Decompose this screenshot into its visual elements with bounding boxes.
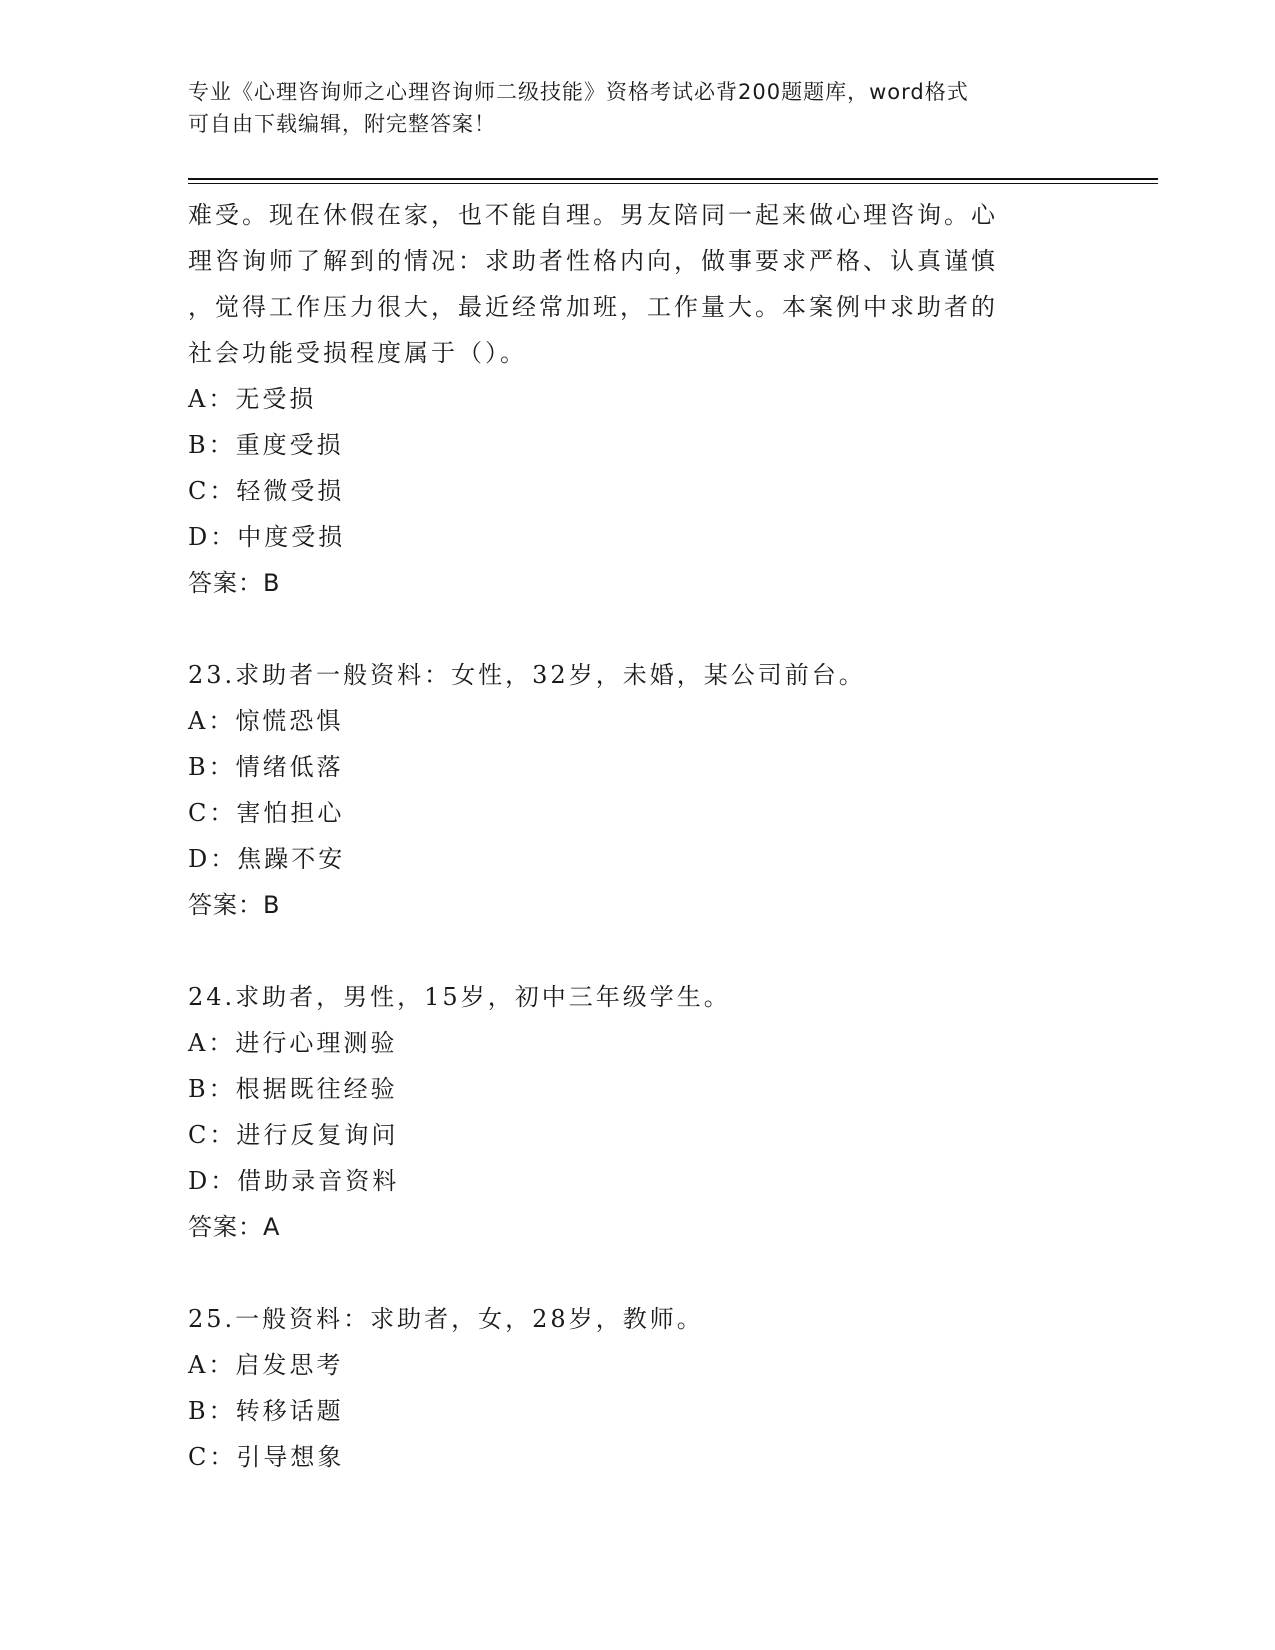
spacer (188, 606, 1068, 652)
question-22-stem-line-4: 社会功能受损程度属于（）。 (188, 339, 527, 367)
question-24 (188, 974, 1068, 1250)
header-rule-thick (188, 178, 1158, 180)
header-line-1: 专业《心理咨询师之心理咨询师二级技能》资格考试必背200题题库，word格式 (188, 80, 969, 104)
question-23 (188, 652, 1068, 928)
question-24-option-d: D：借助录音资料 (188, 1167, 400, 1195)
question-22-option-c: C：轻微受损 (188, 477, 345, 505)
spacer (188, 928, 1068, 974)
question-23-option-b: B：情绪低落 (188, 753, 344, 781)
question-22-stem-line-3: ，觉得工作压力很大，最近经常加班，工作量大。本案例中求助者的 (188, 293, 998, 321)
question-22-stem-line-2: 理咨询师了解到的情况：求助者性格内向，做事要求严格、认真谨慎 (188, 247, 998, 275)
question-25-option-b: B：转移话题 (188, 1397, 344, 1425)
question-23-option-d: D：焦躁不安 (188, 845, 346, 873)
question-24-option-b: B：根据既往经验 (188, 1075, 398, 1103)
question-22-option-d: D：中度受损 (188, 523, 346, 551)
header-line-2: 可自由下载编辑，附完整答案！ (188, 112, 496, 136)
question-22-stem-line-1: 难受。现在休假在家，也不能自理。男友陪同一起来做心理咨询。心 (188, 201, 998, 229)
header-rule-thin (188, 183, 1158, 184)
question-22 (188, 192, 1068, 606)
question-25-stem: 25.一般资料：求助者，女，28岁，教师。 (188, 1305, 704, 1333)
question-22-option-b: B：重度受损 (188, 431, 344, 459)
question-22-answer: 答案：B (188, 569, 281, 597)
question-22-option-a: A：无受损 (188, 385, 317, 413)
question-25 (188, 1296, 1068, 1480)
question-24-answer: 答案：A (188, 1213, 281, 1241)
question-24-stem: 24.求助者，男性，15岁，初中三年级学生。 (188, 983, 731, 1011)
question-content (188, 192, 1068, 1480)
question-24-option-c: C：进行反复询问 (188, 1121, 399, 1149)
question-23-option-c: C：害怕担心 (188, 799, 345, 827)
question-23-answer: 答案：B (188, 891, 281, 919)
question-23-stem: 23.求助者一般资料：女性，32岁，未婚，某公司前台。 (188, 661, 866, 689)
question-25-option-a: A：启发思考 (188, 1351, 344, 1379)
question-23-option-a: A：惊慌恐惧 (188, 707, 344, 735)
spacer (188, 1250, 1068, 1296)
question-25-option-c: C：引导想象 (188, 1443, 345, 1471)
question-24-option-a: A：进行心理测验 (188, 1029, 398, 1057)
document-header (188, 76, 1088, 140)
